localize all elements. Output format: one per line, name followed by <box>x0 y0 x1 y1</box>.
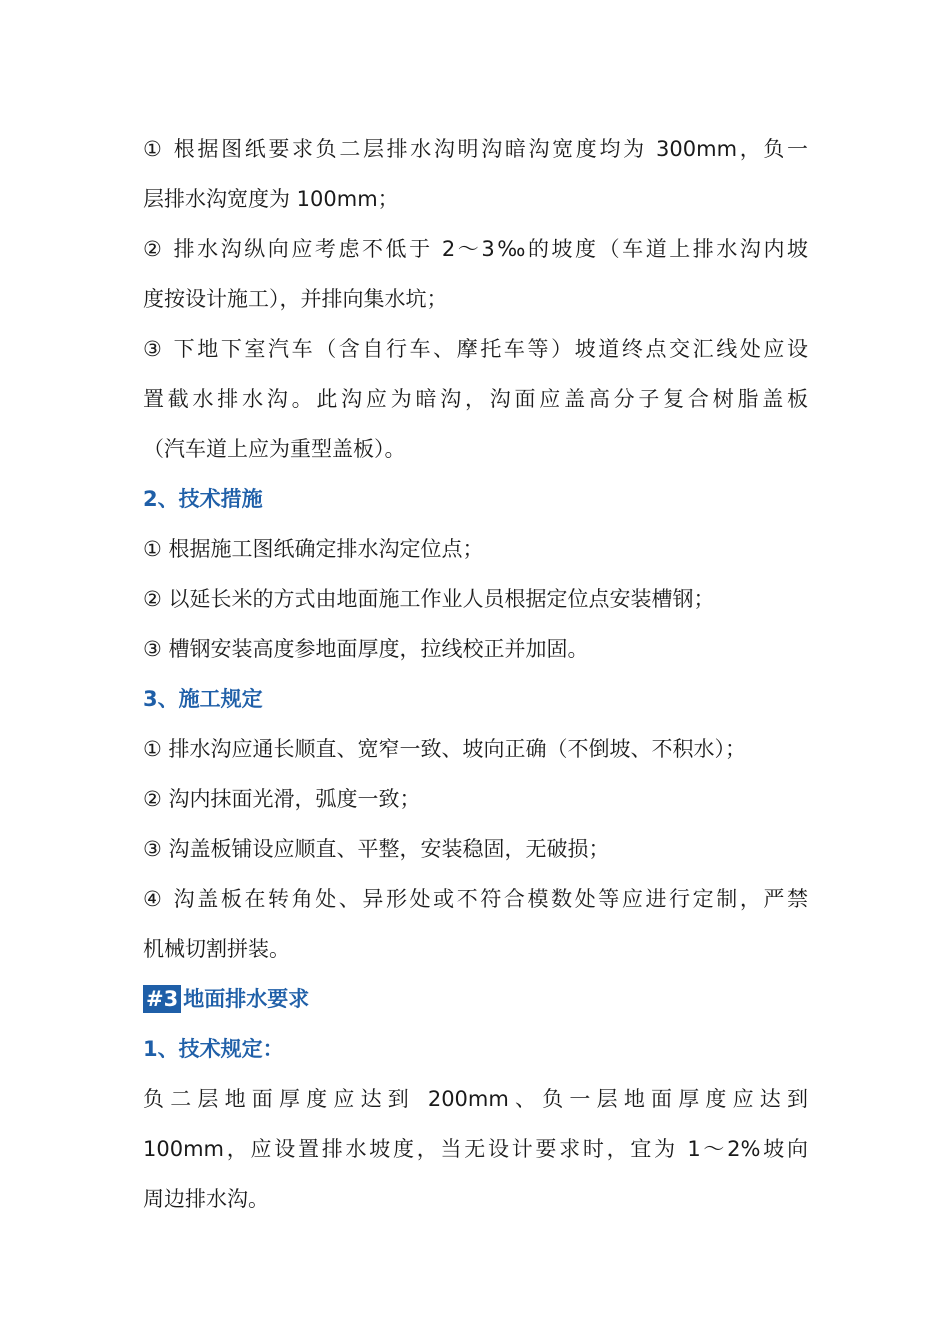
section-heading <box>143 974 808 1024</box>
paragraph-line: ② 沟内抹面光滑，弧度一致； <box>143 787 421 811</box>
paragraph-line: 度按设计施工），并排向集水坑； <box>143 287 448 311</box>
paragraph-line: （汽车道上应为重型盖板）。 <box>143 437 406 461</box>
paragraph-line: 负二层地面厚度应达到 200mm、负一层地面厚度应达到 <box>143 1087 808 1111</box>
subsection-heading: 1、技术规定： <box>143 1037 284 1061</box>
document-body <box>143 124 808 1224</box>
paragraph-line: 置截水排水沟。此沟应为暗沟，沟面应盖高分子复合树脂盖板 <box>143 387 808 411</box>
section-title: 地面排水要求 <box>183 987 310 1011</box>
paragraph-line: ④ 沟盖板在转角处、异形处或不符合模数处等应进行定制，严禁 <box>143 887 808 911</box>
paragraph-line: 周边排水沟。 <box>143 1187 269 1211</box>
subsection-heading: 2、技术措施 <box>143 487 263 511</box>
paragraph-line: ③ 下地下室汽车（含自行车、摩托车等）坡道终点交汇线处应设 <box>143 337 808 361</box>
subsection-heading: 3、施工规定 <box>143 687 263 711</box>
paragraph-line: ① 根据图纸要求负二层排水沟明沟暗沟宽度均为 300mm，负一 <box>143 137 808 161</box>
paragraph-line: 100mm，应设置排水坡度，当无设计要求时，宜为 1～2%坡向 <box>143 1137 808 1161</box>
section-number-badge: #3 <box>143 985 181 1013</box>
paragraph-line: ① 根据施工图纸确定排水沟定位点； <box>143 537 484 561</box>
paragraph-line: ① 排水沟应通长顺直、宽窄一致、坡向正确（不倒坡、不积水）； <box>143 737 746 761</box>
paragraph-line: 机械切割拼装。 <box>143 937 290 961</box>
paragraph-line: ② 以延长米的方式由地面施工作业人员根据定位点安装槽钢； <box>143 587 715 611</box>
paragraph-line: ② 排水沟纵向应考虑不低于 2～3‰的坡度（车道上排水沟内坡 <box>143 237 808 261</box>
paragraph-line: ③ 沟盖板铺设应顺直、平整，安装稳固，无破损； <box>143 837 610 861</box>
paragraph-line: 层排水沟宽度为 100mm； <box>143 187 399 211</box>
paragraph-line: ③ 槽钢安装高度参地面厚度，拉线校正并加固。 <box>143 637 589 661</box>
